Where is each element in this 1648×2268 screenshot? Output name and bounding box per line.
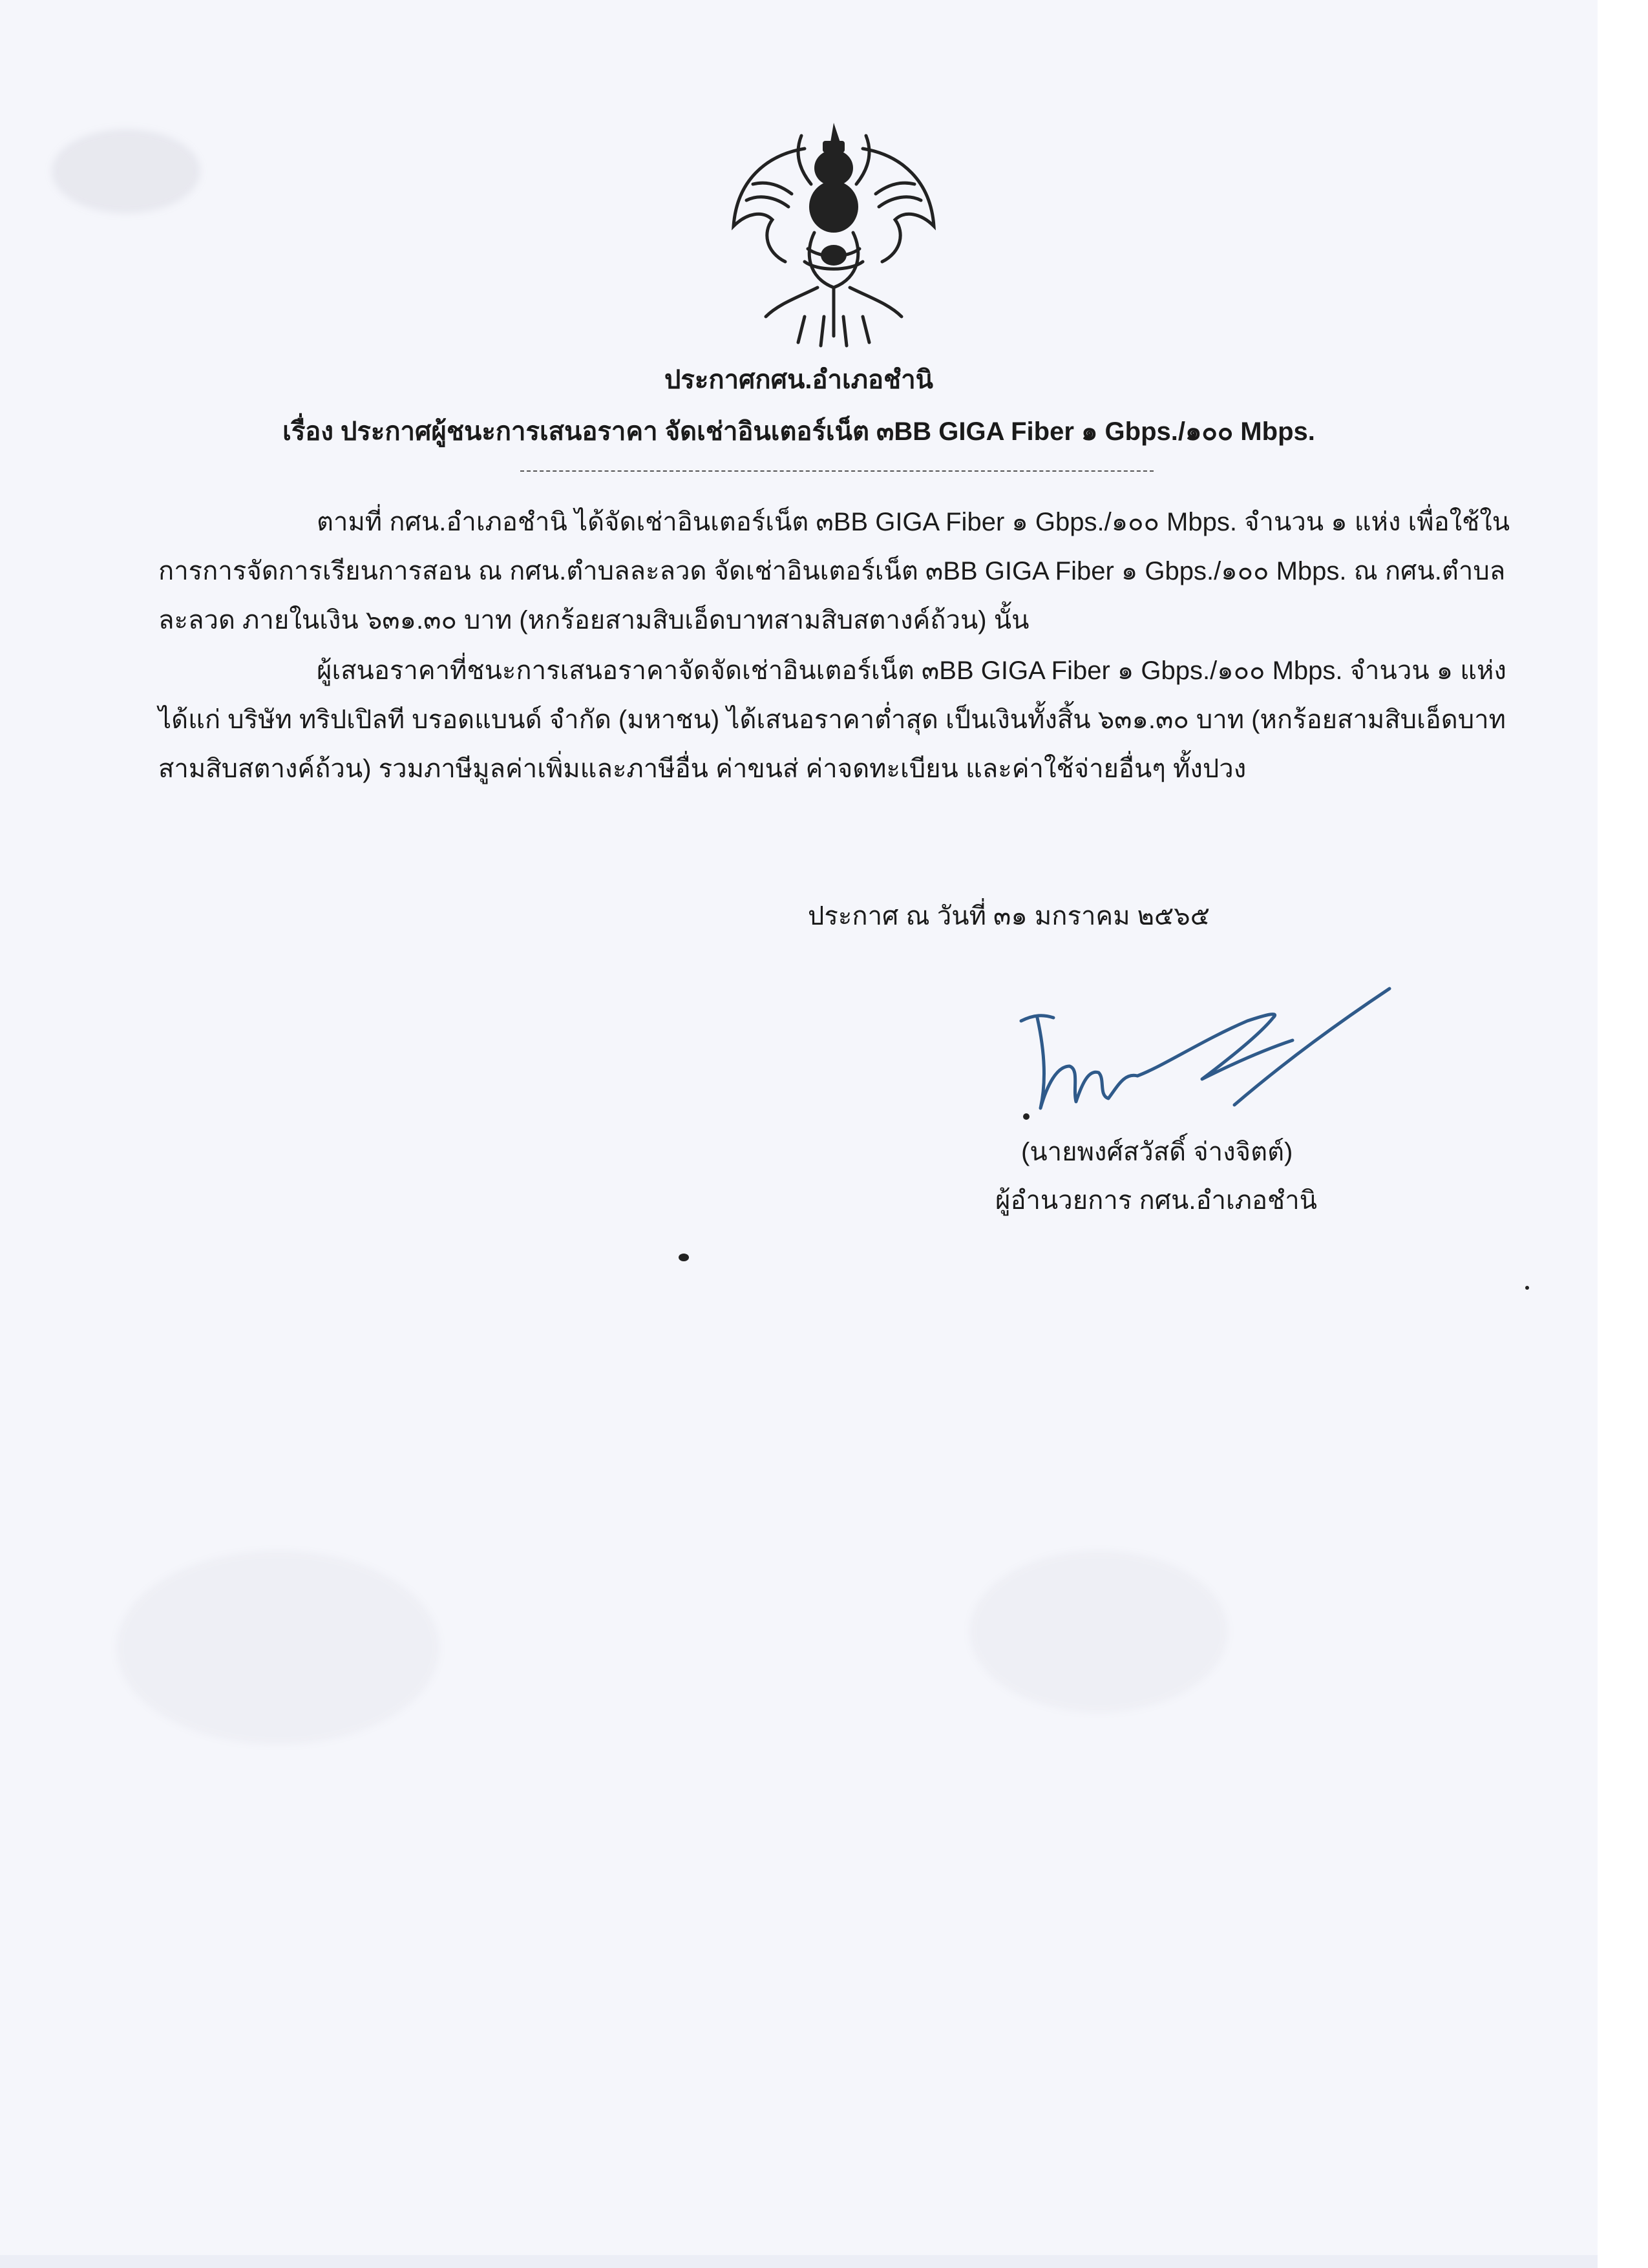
scan-smudge	[116, 1551, 439, 1745]
title-divider	[520, 470, 1154, 472]
scan-edge	[1598, 0, 1648, 2268]
ink-spot	[1525, 1286, 1529, 1290]
document-title: ประกาศกศน.อำเภอชำนิ	[664, 366, 933, 394]
body-paragraph	[158, 646, 1535, 793]
garuda-emblem	[727, 123, 940, 349]
signature	[1008, 969, 1396, 1137]
paragraph-text: ตามที่ กศน.อำเภอชำนิ ได้จัดเช่าอินเตอร์เน็ต ๓BB GIGA Fiber ๑ Gbps./๑๐๐ Mbps. จำนวน ๑ แห่ง เพื่อใช้ในการการจัดการเรียนการสอน ณ กศน.ตำบลละลวด จัดเช่าอินเตอร์เน็ต ๓BB GIGA Fiber ๑ Gbps./๑๐๐ Mbps. ณ กศน.ตำบลละลวด ภายในเงิน ๖๓๑.๓๐ บาท (หกร้อยสามสิบเอ็ดบาทสามสิบสตางค์ถ้วน) นั้น	[158, 508, 1510, 635]
signer-name: (นายพงศ์สวัสดิ์ จ่างจิตต์)	[1021, 1138, 1293, 1166]
document-subject: เรื่อง ประกาศผู้ชนะการเสนอราคา จัดเช่าอินเตอร์เน็ต ๓BB GIGA Fiber ๑ Gbps./๑๐๐ Mbps.	[282, 417, 1315, 446]
scan-smudge	[52, 129, 200, 213]
announcement-date: ประกาศ ณ วันที่ ๓๑ มกราคม ๒๕๖๕	[808, 902, 1210, 930]
paragraph-text: ผู้เสนอราคาที่ชนะการเสนอราคาจัดจัดเช่าอินเตอร์เน็ต ๓BB GIGA Fiber ๑ Gbps./๑๐๐ Mbps. จำนวน ๑ แห่ง ได้แก่ บริษัท ทริปเปิลที บรอดแบนด์ จำกัด (มหาชน) ได้เสนอราคาต่ำสุด เป็นเงินทั้งสิ้น ๖๓๑.๓๐ บาท (หกร้อยสามสิบเอ็ดบาทสามสิบสตางค์ถ้วน) รวมภาษีมูลค่าเพิ่มและภาษีอื่น ค่าขนส่ ค่าจดทะเบียน และค่าใช้จ่ายอื่นๆ ทั้งปวง	[158, 656, 1506, 783]
ink-spot	[679, 1254, 689, 1261]
signer-title: ผู้อำนวยการ กศน.อำเภอชำนิ	[995, 1186, 1318, 1215]
scan-smudge	[969, 1551, 1228, 1712]
body-paragraph	[158, 498, 1535, 645]
